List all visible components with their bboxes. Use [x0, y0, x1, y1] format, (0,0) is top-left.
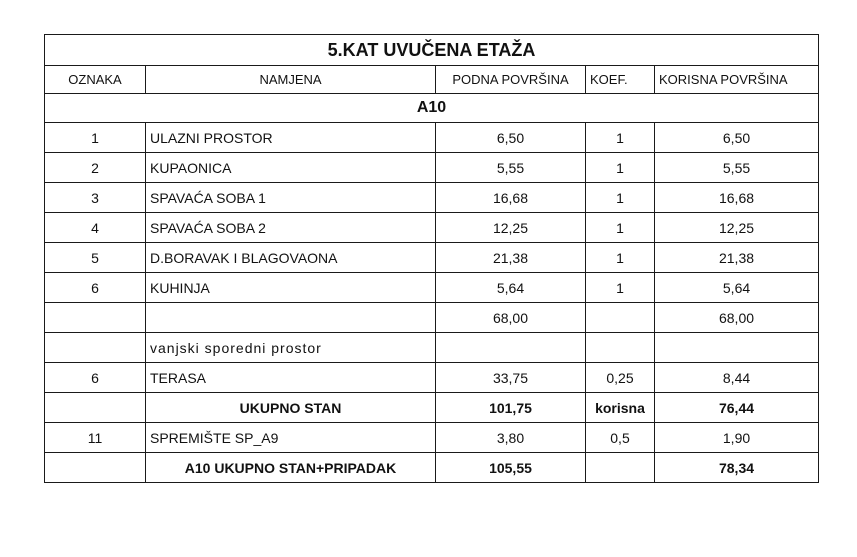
table-row	[45, 213, 819, 243]
terasa-row	[45, 363, 819, 393]
cell-korisna: 6,50	[655, 123, 819, 153]
header-podna-povrsina: PODNA POVRŠINA	[436, 66, 586, 94]
cell-podna: 33,75	[436, 363, 586, 393]
cell-namjena: D.BORAVAK I BLAGOVAONA	[146, 243, 436, 273]
cell-empty	[45, 333, 146, 363]
cell-oznaka: 4	[45, 213, 146, 243]
header-namjena: NAMJENA	[146, 66, 436, 94]
cell-podna: 5,55	[436, 153, 586, 183]
cell-empty	[45, 393, 146, 423]
table-title-row	[45, 35, 819, 66]
cell-podna: 3,80	[436, 423, 586, 453]
cell-oznaka: 5	[45, 243, 146, 273]
ukupno-stan-podna: 101,75	[436, 393, 586, 423]
header-korisna-povrsina: KORISNA POVRŠINA	[655, 66, 819, 94]
total-label: A10 UKUPNO STAN+PRIPADAK	[146, 453, 436, 483]
cell-podna: 16,68	[436, 183, 586, 213]
table-row	[45, 273, 819, 303]
cell-empty	[586, 303, 655, 333]
cell-korisna: 21,38	[655, 243, 819, 273]
cell-koef: 1	[586, 273, 655, 303]
cell-korisna: 12,25	[655, 213, 819, 243]
cell-podna: 21,38	[436, 243, 586, 273]
cell-namjena: SPAVAĆA SOBA 2	[146, 213, 436, 243]
cell-empty	[436, 333, 586, 363]
header-row	[45, 66, 819, 94]
outdoor-label: vanjski sporedni prostor	[146, 333, 436, 363]
cell-koef: 1	[586, 153, 655, 183]
cell-korisna: 5,55	[655, 153, 819, 183]
cell-korisna: 16,68	[655, 183, 819, 213]
cell-korisna: 8,44	[655, 363, 819, 393]
unit-label: A10	[45, 94, 819, 123]
cell-oznaka: 2	[45, 153, 146, 183]
cell-koef: 1	[586, 123, 655, 153]
table-title: 5.KAT UVUČENA ETAŽA	[45, 35, 819, 66]
cell-namjena: SPAVAĆA SOBA 1	[146, 183, 436, 213]
table-row	[45, 183, 819, 213]
cell-podna: 5,64	[436, 273, 586, 303]
cell-namjena: KUHINJA	[146, 273, 436, 303]
header-koef: KOEF.	[586, 66, 655, 94]
cell-oznaka: 3	[45, 183, 146, 213]
cell-koef: 0,5	[586, 423, 655, 453]
table-row	[45, 123, 819, 153]
cell-empty	[586, 333, 655, 363]
cell-oznaka: 1	[45, 123, 146, 153]
total-row	[45, 453, 819, 483]
spremiste-row	[45, 423, 819, 453]
total-podna: 105,55	[436, 453, 586, 483]
cell-namjena: SPREMIŠTE SP_A9	[146, 423, 436, 453]
area-table	[44, 34, 819, 483]
subtotal-korisna: 68,00	[655, 303, 819, 333]
cell-podna: 6,50	[436, 123, 586, 153]
cell-empty	[45, 303, 146, 333]
table-row	[45, 243, 819, 273]
cell-empty	[586, 453, 655, 483]
unit-row	[45, 94, 819, 123]
cell-oznaka: 11	[45, 423, 146, 453]
cell-koef: 0,25	[586, 363, 655, 393]
cell-oznaka: 6	[45, 363, 146, 393]
cell-namjena: TERASA	[146, 363, 436, 393]
ukupno-stan-koef: korisna	[586, 393, 655, 423]
cell-korisna: 5,64	[655, 273, 819, 303]
ukupno-stan-row	[45, 393, 819, 423]
subtotal-podna: 68,00	[436, 303, 586, 333]
ukupno-stan-label: UKUPNO STAN	[146, 393, 436, 423]
cell-podna: 12,25	[436, 213, 586, 243]
header-oznaka: OZNAKA	[45, 66, 146, 94]
outdoor-label-row	[45, 333, 819, 363]
ukupno-stan-korisna: 76,44	[655, 393, 819, 423]
cell-koef: 1	[586, 243, 655, 273]
subtotal-row	[45, 303, 819, 333]
cell-empty	[146, 303, 436, 333]
cell-empty	[45, 453, 146, 483]
cell-empty	[655, 333, 819, 363]
cell-koef: 1	[586, 213, 655, 243]
cell-koef: 1	[586, 183, 655, 213]
total-korisna: 78,34	[655, 453, 819, 483]
cell-namjena: ULAZNI PROSTOR	[146, 123, 436, 153]
cell-oznaka: 6	[45, 273, 146, 303]
cell-korisna: 1,90	[655, 423, 819, 453]
cell-namjena: KUPAONICA	[146, 153, 436, 183]
table-row	[45, 153, 819, 183]
